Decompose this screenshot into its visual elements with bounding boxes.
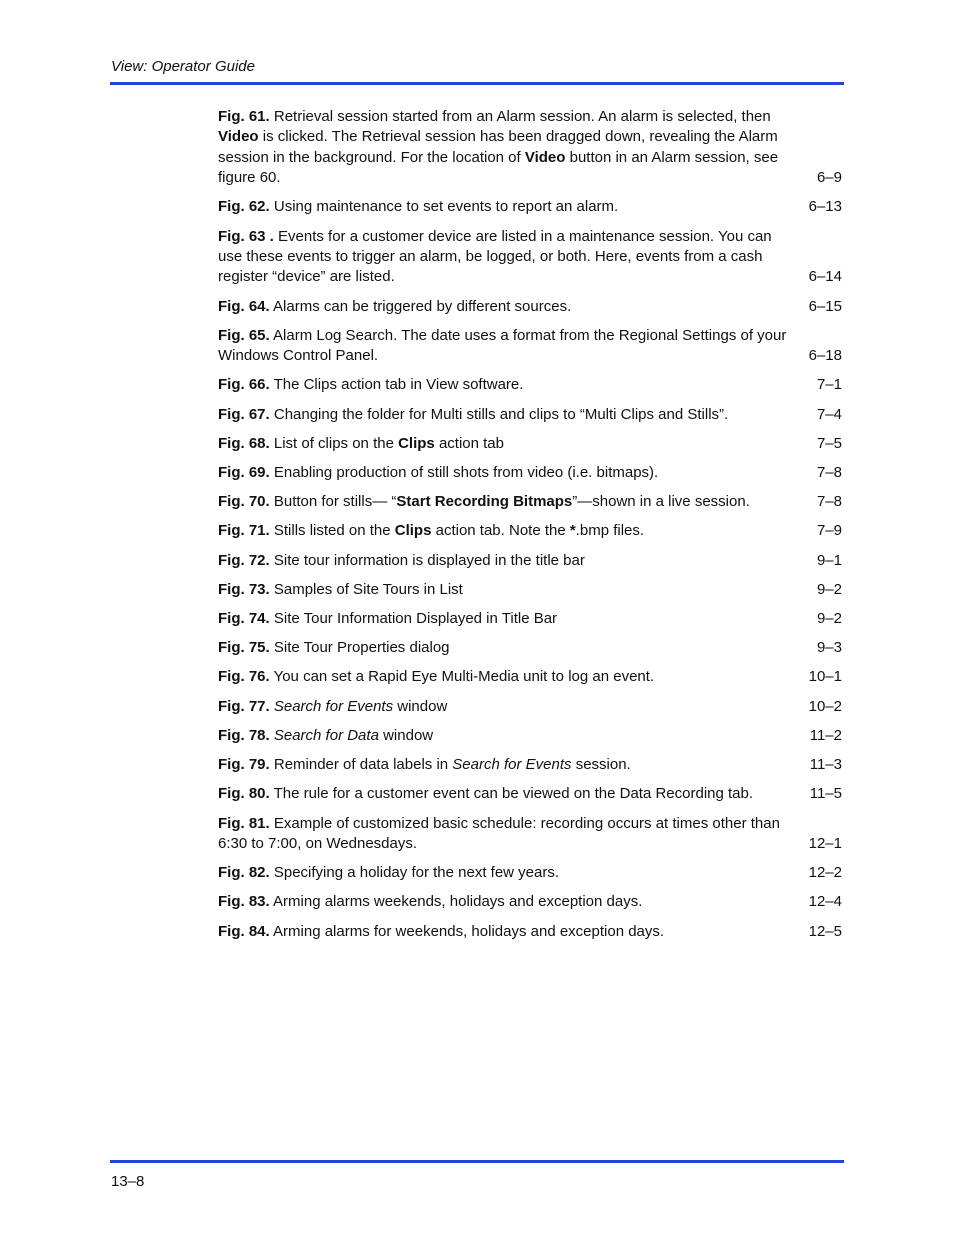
figure-list-entry <box>218 784 842 804</box>
figure-list-entry <box>218 297 842 317</box>
figure-list-entry <box>218 521 842 541</box>
figure-caption <box>218 463 817 483</box>
figure-number: Fig. 83. <box>218 893 270 911</box>
caption-bold-text: Clips <box>398 434 435 452</box>
figure-page-ref: 6–18 <box>808 347 842 365</box>
figure-caption <box>218 107 817 189</box>
figure-list-entry <box>218 492 842 512</box>
figure-list-entry <box>218 197 842 217</box>
figure-page-ref: 7–5 <box>816 434 842 452</box>
caption-text: action tab <box>434 434 504 452</box>
caption-bold-text: Video <box>218 128 259 146</box>
figure-number: Fig. 75. <box>218 639 270 657</box>
figure-page-ref: 10–2 <box>808 697 842 715</box>
figure-number: Fig. 74. <box>218 610 270 628</box>
figure-caption <box>218 667 809 687</box>
figure-list-entry <box>218 375 842 395</box>
caption-text: Changing the folder for Multi stills and clips to “Multi Clips and Stills”. <box>269 405 729 423</box>
figure-caption <box>218 863 809 883</box>
figure-number: Fig. 73. <box>218 580 270 598</box>
figure-list <box>218 107 842 951</box>
figure-caption <box>218 609 817 629</box>
figure-page-ref: 11–2 <box>809 726 842 744</box>
figure-list-entry <box>218 107 842 189</box>
figure-caption <box>218 638 817 658</box>
figure-number: Fig. 81. <box>218 814 270 832</box>
caption-text: Site Tour Information Displayed in Title Bar <box>269 610 558 628</box>
caption-text: Alarm Log Search. The date uses a format from the Regional Settings of your Windows Control Panel. <box>218 326 787 365</box>
figure-number: Fig. 80. <box>218 785 270 803</box>
figure-page-ref: 6–13 <box>808 198 842 216</box>
caption-text: Stills listed on the <box>269 522 395 540</box>
figure-caption <box>218 227 809 288</box>
figure-number: Fig. 71. <box>218 522 270 540</box>
figure-page-ref: 7–4 <box>816 405 842 423</box>
figure-list-entry <box>218 580 842 600</box>
figure-caption <box>218 197 809 217</box>
figure-number: Fig. 63 . <box>218 227 274 245</box>
figure-caption <box>218 726 810 746</box>
figure-caption <box>218 814 809 855</box>
footer-rule <box>110 1160 844 1163</box>
caption-italic-text: Search for Data <box>273 726 379 744</box>
figure-number: Fig. 76. <box>218 668 270 686</box>
figure-number: Fig. 66. <box>218 376 270 394</box>
caption-text: The Clips action tab in View software. <box>269 376 524 394</box>
figure-caption <box>218 580 817 600</box>
figure-number: Fig. 69. <box>218 464 270 482</box>
caption-text: Events for a customer device are listed in a maintenance session. You can use these events to trigger an alarm, be logged, or both. Here, events from a cash register “device” are listed. <box>218 227 772 286</box>
figure-caption <box>218 434 817 454</box>
page-number: 13–8 <box>111 1173 145 1190</box>
figure-number: Fig. 68. <box>218 434 270 452</box>
figure-page-ref: 7–9 <box>816 522 842 540</box>
figure-page-ref: 9–3 <box>816 639 842 657</box>
figure-number: Fig. 67. <box>218 405 270 423</box>
caption-italic-text: Search for Events <box>273 697 394 715</box>
figure-caption <box>218 326 809 367</box>
caption-text: Site tour information is displayed in the title bar <box>269 551 585 569</box>
figure-list-entry <box>218 863 842 883</box>
figure-page-ref: 11–3 <box>809 756 842 774</box>
caption-text: Arming alarms weekends, holidays and exception days. <box>269 893 643 911</box>
caption-text: Example of customized basic schedule: recording occurs at times other than 6:30 to 7:00, on Wednesdays. <box>218 814 780 852</box>
figure-list-entry <box>218 405 842 425</box>
caption-text: The rule for a customer event can be viewed on the Data Recording tab. <box>269 785 754 803</box>
figure-number: Fig. 82. <box>218 864 270 882</box>
figure-caption <box>218 551 817 571</box>
header-rule <box>110 82 844 85</box>
figure-page-ref: 9–1 <box>816 551 842 569</box>
figure-list-entry <box>218 892 842 912</box>
figure-caption <box>218 784 810 804</box>
figure-list-entry <box>218 638 842 658</box>
figure-list-entry <box>218 326 842 367</box>
figure-page-ref: 7–8 <box>816 493 842 511</box>
caption-text: You can set a Rapid Eye Multi-Media unit to log an event. <box>269 668 655 686</box>
figure-list-entry <box>218 922 842 942</box>
figure-page-ref: 9–2 <box>816 610 842 628</box>
running-header-title: View: Operator Guide <box>111 58 255 75</box>
figure-caption <box>218 892 809 912</box>
caption-text: Enabling production of still shots from video (i.e. bitmaps). <box>269 464 659 482</box>
figure-caption <box>218 755 810 775</box>
caption-text: Site Tour Properties dialog <box>269 639 450 657</box>
caption-text: List of clips on the <box>269 434 399 452</box>
caption-text: session. <box>571 756 631 774</box>
figure-number: Fig. 79. <box>218 756 270 774</box>
caption-text: Arming alarms for weekends, holidays and exception days. <box>269 922 665 940</box>
caption-text: button in an Alarm session, see figure 60. <box>218 148 779 187</box>
figure-list-entry <box>218 227 842 288</box>
figure-page-ref: 6–15 <box>808 297 842 315</box>
figure-list-entry <box>218 814 842 855</box>
figure-caption <box>218 405 817 425</box>
figure-list-entry <box>218 609 842 629</box>
caption-text: Specifying a holiday for the next few years. <box>269 864 560 882</box>
figure-page-ref: 6–9 <box>816 169 842 187</box>
caption-text: window <box>378 726 434 744</box>
figure-page-ref: 12–1 <box>808 834 842 852</box>
caption-text: Retrieval session started from an Alarm session. An alarm is selected, then <box>269 108 771 125</box>
figure-list-entry <box>218 726 842 746</box>
figure-caption <box>218 922 809 942</box>
figure-number: Fig. 77. <box>218 697 270 715</box>
figure-caption <box>218 521 817 541</box>
figure-list-entry <box>218 463 842 483</box>
caption-bold-text: * <box>569 522 576 540</box>
figure-list-entry <box>218 667 842 687</box>
figure-page-ref: 6–14 <box>808 268 842 286</box>
figure-page-ref: 12–5 <box>808 922 842 940</box>
caption-text: Using maintenance to set events to report an alarm. <box>269 198 619 216</box>
figure-caption <box>218 375 817 395</box>
figure-page-ref: 12–2 <box>808 864 842 882</box>
figure-page-ref: 9–2 <box>816 580 842 598</box>
figure-number: Fig. 64. <box>218 297 270 315</box>
figure-caption <box>218 297 809 317</box>
figure-number: Fig. 65. <box>218 326 270 344</box>
figure-number: Fig. 84. <box>218 922 270 940</box>
caption-text: ”—shown in a live session. <box>572 493 750 511</box>
figure-list-entry <box>218 755 842 775</box>
caption-text: Reminder of data labels in <box>269 756 453 774</box>
figure-number: Fig. 72. <box>218 551 270 569</box>
caption-italic-text: Search for Events <box>452 756 572 774</box>
figure-list-entry <box>218 697 842 717</box>
caption-bold-text: Video <box>524 148 566 166</box>
figure-number: Fig. 62. <box>218 198 270 216</box>
figure-number: Fig. 78. <box>218 726 270 744</box>
figure-caption <box>218 697 809 717</box>
figure-page-ref: 12–4 <box>808 893 842 911</box>
caption-text: window <box>393 697 448 715</box>
figure-list-entry <box>218 434 842 454</box>
caption-text: Samples of Site Tours in List <box>269 580 463 598</box>
figure-page-ref: 10–1 <box>808 668 842 686</box>
figure-number: Fig. 70. <box>218 493 270 511</box>
figure-page-ref: 7–8 <box>816 464 842 482</box>
caption-text: Button for stills— “ <box>269 493 397 511</box>
caption-bold-text: Start Recording Bitmaps <box>396 493 573 511</box>
caption-text: Alarms can be triggered by different sources. <box>269 297 572 315</box>
figure-caption <box>218 492 817 512</box>
figure-list-entry <box>218 551 842 571</box>
figure-page-ref: 7–1 <box>816 376 842 394</box>
caption-text: is clicked. The Retrieval session has been dragged down, revealing the Alarm session in the background. For the location of <box>218 128 778 166</box>
caption-text: action tab. Note the <box>431 522 570 540</box>
figure-number: Fig. 61. <box>218 108 270 125</box>
figure-page-ref: 11–5 <box>809 785 842 803</box>
caption-bold-text: Clips <box>394 522 432 540</box>
caption-text: .bmp files. <box>575 522 645 540</box>
